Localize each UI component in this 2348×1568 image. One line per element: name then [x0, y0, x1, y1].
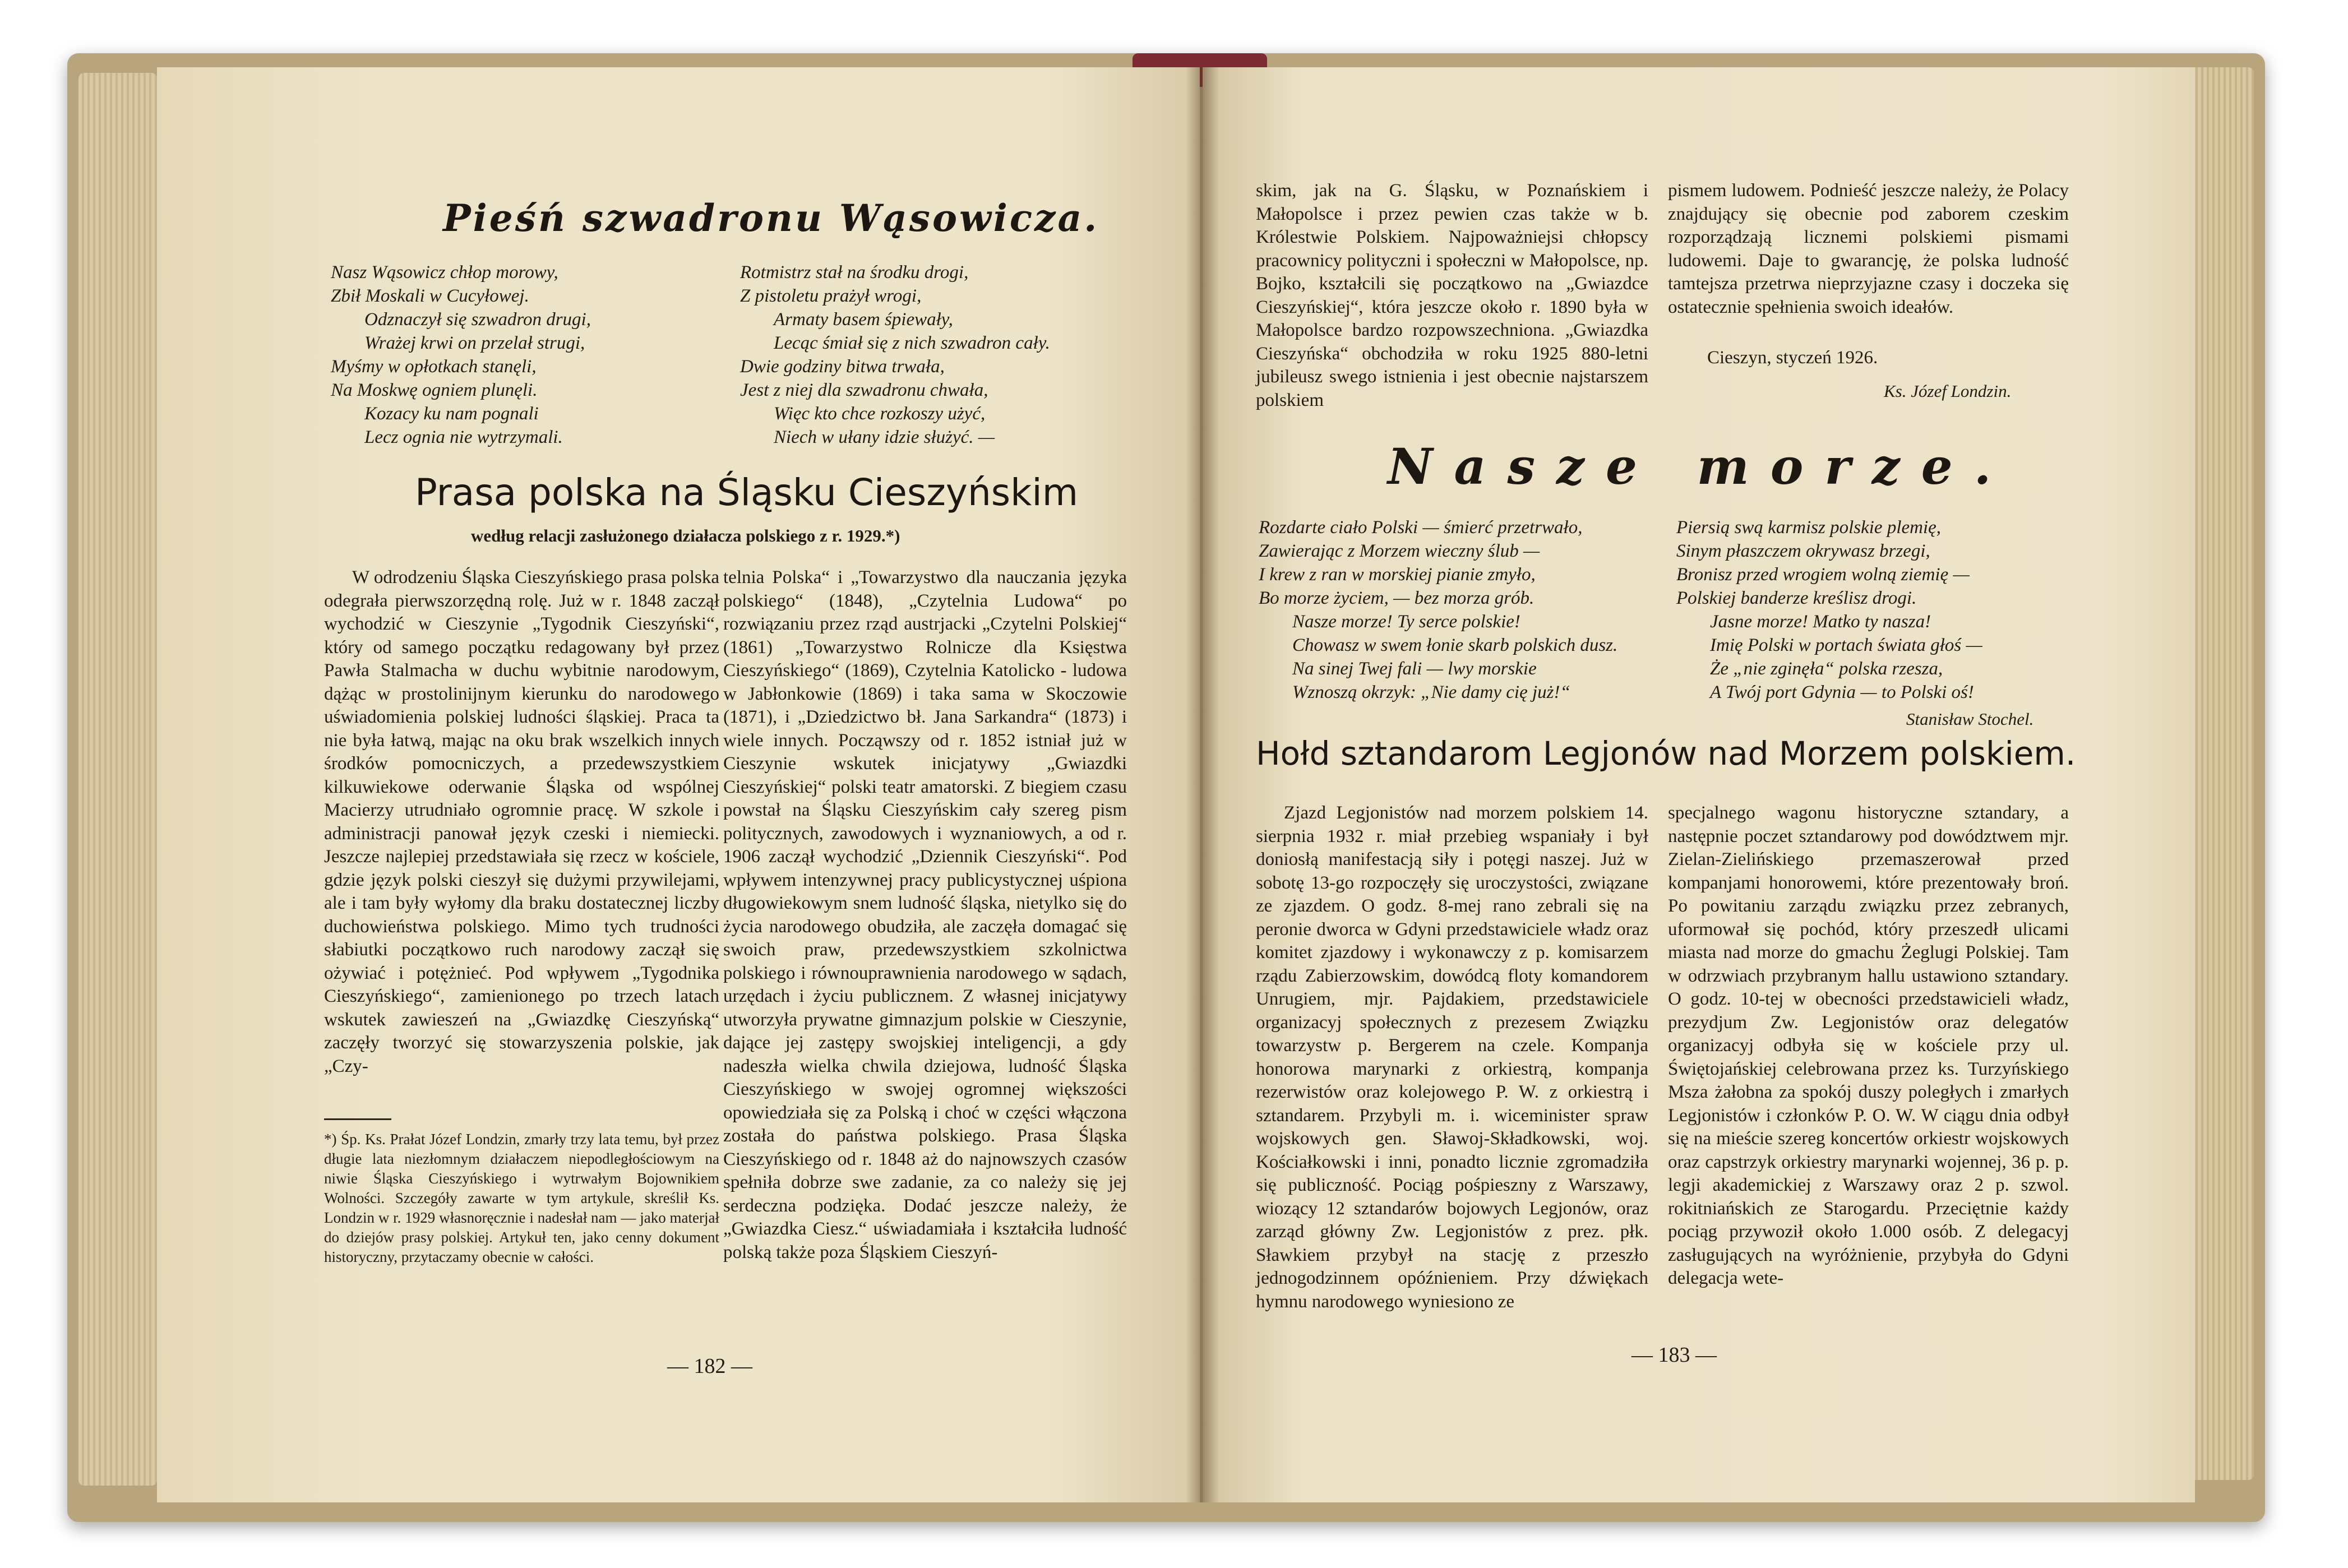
poem-line: Nasz Wąsowicz chłop morowy, — [331, 262, 558, 283]
continued-column-2 — [1668, 179, 2069, 319]
poem-line: Wrażej krwi on przelał strugi, — [364, 333, 585, 353]
paragraph: telnia Polska“ i „Towarzystwo dla nauczania języka polskiego“ (1848), „Czytelnia Ludowa“ po rozwiązaniu przez rząd austrjacki „Czytelni Polskiej“ (1861) „Towarzystwo Rolnicze dla Księstwa Cieszyńskiego“ (1869), Czytelnia Katolicko - ludowa w Jabłonkowie (1869) i taka sama w Skoczowie (1871), i „Dziedzictwo bł. Jana Sarkandra“ (1873) i wiele innych. Począwszy od r. 1852 istniał już w Cieszynie wskutek inicjatywy „Gwiazdki Cieszyńskiej“ polski teatr amatorski. Z biegiem czasu powstał na Śląsku Cieszyńskim cały szereg pism politycznych, zawodowych i wyznaniowych, a od r. 1906 zaczął wychodzić „Dziennik Cieszyński“. Pod wpływem intenzywnej pracy publicystycznej uśpiona długowiekowym snem ludność śląska, nietylko się do życia narodowego obudziła, ale zaczęła domagać się swoich praw, przedewszystkiem szkolnictwa polskiego i równouprawnienia narodowego w sądach, urzędach i życiu publicznem. Z własnej inicjatywy utworzyła prywatne gimnazjum polskie w Cieszynie, dające jej zastępy swojskiej inteligencji, a gdy nadeszła wielka chwila dziejowa, ludność Śląska Cieszyńskiego w swojej ogromnej większości opowiedziała się za Polską i choć w części włączona została do państwa polskiego. Prasa Śląska Cieszyńskiego od r. 1848 aż do najnowszych czasów spełniła dobrze swe zadanie, za co należy się jej serdeczna podzięka. Dodać jeszcze należy, że „Gwiazdka Ciesz.“ uświadamiała i kształciła ludność polską także poza Śląskiem Cieszyń- — [723, 567, 1127, 1262]
author-signature: Ks. Józef Londzin. — [1884, 381, 2012, 401]
poem-line: Zawierając z Morzem wieczny ślub — — [1259, 541, 1540, 561]
page-number: — 182 — — [667, 1354, 752, 1378]
poem-line: Zbił Moskali w Cucyłowej. — [331, 286, 529, 306]
poem-line: Nasze morze! Ty serce polskie! — [1292, 612, 1520, 632]
poem-line: Bronisz przed wrogiem wolną ziemię — — [1676, 565, 1970, 585]
page-edges-left — [78, 73, 157, 1486]
poem-line: Sinym płaszczem okrywasz brzegi, — [1676, 541, 1930, 561]
poem-line: Z pistoletu prażył wrogi, — [740, 286, 922, 306]
poem-author: Stanisław Stochel. — [1906, 709, 2034, 729]
poem-line: Chowasz w swem łonie skarb polskich dusz. — [1292, 635, 1618, 655]
page-number: — 183 — — [1631, 1343, 1717, 1367]
continued-column-1 — [1256, 179, 1648, 412]
poem-line: Lecz ognia nie wytrzymali. — [364, 427, 563, 447]
poem-column-2 — [1676, 516, 2091, 704]
poem-line: Odznaczył się szwadron drugi, — [364, 309, 591, 330]
paragraph: pismem ludowem. Podnieść jeszcze należy, że Polacy znajdujący się obecnie pod zaborem czeskim rozporządzają licznemi polskiemi pismami ludowemi. Daje to gwarancję, że polska ludność tamtejsza przetrwa nieprzyjazne czasy i doczeka się ostatecznie spełnienia swoich ideałów. — [1668, 181, 2069, 317]
poem-title: Pieśń szwadronu Wąsowicza. — [443, 196, 1099, 240]
paragraph: W odrodzeniu Śląska Cieszyńskiego prasa polska odegrała pierwszorzędną rolę. Już w r. 1848 zaczął wychodzić w Cieszynie „Tygodnik Cieszyński“, który od samego początku redagowany był przez Pawła Stalmacha w duchu wybitnie narodowym, dążąc w prostolinijnym kierunku do narodowego uświadomienia polskiej ludności śląskiej. Praca ta nie była łatwą, mając na oku brak wszelkich innych środków pomocniczych, a przedewszystkiem kilkuwiekowe oderwanie Śląska od wspólnej Macierzy utrudniało ogromnie pracę. W szkole i administracji panował język czeski i niemiecki. Jeszcze najlepiej przedstawiała się rzecz w kościele, gdzie język polski cieszył się dużymi przywilejami, ale i tam były wyłomy dla braku dostatecznej liczby duchowieństwa polskiego. Mimo tych trudności słabiutki początkowo ruch narodowy zaczął się ożywiać i potężnieć. Pod wpływem „Tygodnika Cieszyńskiego“, zamienionego po trzech latach wskutek zawieszeń na „Gwiazdkę Cieszyńską“ zaczęły tworzyć się stowarzyszenia polskie, jak „Czy- — [324, 567, 719, 1076]
text-column-2 — [1668, 802, 2069, 1291]
poem-line: Na sinej Twej fali — lwy morskie — [1292, 659, 1537, 679]
poem-line: Kozacy ku nam pognali — [364, 404, 539, 424]
text-column-1 — [324, 566, 719, 1078]
poem-line: Jest z niej dla szwadronu chwała, — [740, 380, 988, 400]
page-edges-right — [2187, 67, 2254, 1480]
book-gutter — [1186, 67, 1219, 1502]
poem-column-2 — [740, 261, 1133, 449]
poem-line: Lecąc śmiał się z nich szwadron cały. — [774, 333, 1050, 353]
poem-line: A Twój port Gdynia — to Polski oś! — [1710, 682, 1974, 702]
text-column-1 — [1256, 802, 1648, 1313]
poem-column-1 — [331, 261, 645, 449]
poem-line: Że „nie zginęła“ polska rzesza, — [1710, 659, 1943, 679]
poem-line: Dwie godziny bitwa trwała, — [740, 357, 945, 377]
left-page — [157, 67, 1200, 1502]
poem-line: Niech w ułany idzie służyć. — — [774, 427, 995, 447]
paragraph: skim, jak na G. Śląsku, w Poznańskiem i Małopolsce i przez pewien czas także w b. Królestwie Polskiem. Najpoważniejsi chłopscy pracownicy polityczni i społeczni w Małopolsce, np. Bojko, kształcili się początkowo na „Gwiazdce Cieszyńskiej“, która jeszcze około r. 1890 była w Małopolsce bardzo rozpowszechniona. „Gwiazdka Cieszyńska“ obchodziła w roku 1925 880-letni jubileusz swego istnienia i jest obecnie najstarszem polskiem — [1256, 181, 1648, 410]
place-date: Cieszyn, styczeń 1926. — [1707, 348, 1878, 368]
article-title: Hołd sztandarom Legjonów nad Morzem polskiem. — [1256, 734, 2076, 773]
poem-title: Nasze morze. — [1388, 437, 2013, 496]
poem-line: Wznoszą okrzyk: „Nie damy cię już!“ — [1292, 682, 1570, 702]
footnote-rule — [324, 1118, 391, 1120]
poem-line: Więc kto chce rozkoszy użyć, — [774, 404, 986, 424]
poem-line: Rotmistrz stał na środku drogi, — [740, 262, 969, 283]
poem-line: Imię Polski w portach świata głoś — — [1710, 635, 1982, 655]
article-subtitle: według relacji zasłużonego działacza polskiego z r. 1929.*) — [471, 526, 900, 545]
poem-line: Polskiej banderze kreślisz drogi. — [1676, 588, 1917, 608]
text-column-2 — [723, 566, 1127, 1264]
poem-line: Armaty basem śpiewały, — [774, 309, 953, 330]
poem-line: Jasne morze! Matko ty nasza! — [1710, 612, 1931, 632]
right-page — [1203, 67, 2195, 1502]
paragraph: specjalnego wagonu historyczne sztandary, a następnie poczet sztandarowy pod dowództwem mjr. Zielan-Zielińskiego przemaszerował przed kompanjami honorowemi, które prezentowały broń. Po powitaniu zarządu związku przez zebranych, uformował się pochód, który przeszedł ulicami miasta nad morze do gmachu Żeglugi Polskiej. Tam w odrzwiach przybranym hallu ustawiono sztandary. O godz. 10-tej w obecności przedstawicieli władz, prezydjum Zw. Legjonistów oraz delegatów organizacyj odbyła się w kościele przy ul. Świętojańskiej celebrowana przez ks. Turzyńskiego Msza żałobna za spokój duszy poległych i zmarłych Legjonistów i członków P. O. W. W ciągu dnia odbył się na mieście szereg koncertów orkiestr wojskowych oraz capstrzyk orkiestry marynarki wojennej, 36 p. p. legji akademickiej z Warszawy oraz 2 p. szwol. rokitniańskich ze Starogardu. Przeciętnie każdy pociąg przywoził około 1.000 osób. Z delegacyj zasługujących na wyróżnienie, przybyła do Gdyni delegacja wete- — [1668, 803, 2069, 1288]
poem-column-1 — [1259, 516, 1685, 704]
poem-line: I krew z ran w morskiej pianie zmyło, — [1259, 565, 1536, 585]
poem-line: Rozdarte ciało Polski — śmierć przetrwało, — [1259, 517, 1583, 538]
paragraph: Zjazd Legjonistów nad morzem polskiem 14. sierpnia 1932 r. miał przebieg wspaniały i był doniosłą manifestacją siły i potęgi naszej. Już w sobotę 13-go rozpoczęły się uroczystości, związane ze zjazdem. O godz. 8-mej rano zebrali się na peronie dworca w Gdyni przedstawiciele władz oraz komitet zjazdowy i wykonawczy z p. komisarzem rządu Zabierzowskim, dowódcą floty komandorem Unrugiem, mjr. Pajdakiem, przedstawiciele organizacyj społecznych z prezesem Związku towarzystw p. Bergerem na czele. Kompanja honorowa marynarki z orkiestrą, kompanja rezerwistów oraz kolejowego P. W. z orkiestrą i sztandarem. Przybyli m. i. wiceminister spraw wojskowych gen. Sławoj-Składkowski, woj. Kościałkowski i inni, ponadto licznie zgromadziła się publiczność. Pociąg pośpieszny z Warszawy, wiozący 12 sztandarów bojowych Legjonów, oraz zarząd główny Zw. Legjonistów z prez. płk. Sławkiem przybył na stację z przeszło jednogodzinnem opóźnieniem. Przy dźwiękach hymnu narodowego wyniesiono ze — [1256, 803, 1648, 1312]
poem-line: Na Moskwę ogniem plunęli. — [331, 380, 538, 400]
footnote: *) Śp. Ks. Prałat Józef Londzin, zmarły trzy lata temu, był przez długie lata niezłomnym działaczem niepodległościowym na niwie Śląska Cieszyńskiego i wytrwałym Bojownikiem Wolności. Szczegóły zawarte w tym artykule, skreślił Ks. Londzin w r. 1929 własnoręcznie i nadesłał nam — jako materjał do dziejów prasy polskiej. Artykuł ten, jako cenny dokument historyczny, przytaczamy obecnie w całości. — [324, 1131, 719, 1265]
poem-line: Bo morze życiem, — bez morza grób. — [1259, 588, 1534, 608]
poem-line: Myśmy w opłotkach stanęli, — [331, 357, 537, 377]
article-title: Prasa polska na Śląsku Cieszyńskim — [415, 471, 1079, 514]
poem-line: Piersią swą karmisz polskie plemię, — [1676, 517, 1942, 538]
